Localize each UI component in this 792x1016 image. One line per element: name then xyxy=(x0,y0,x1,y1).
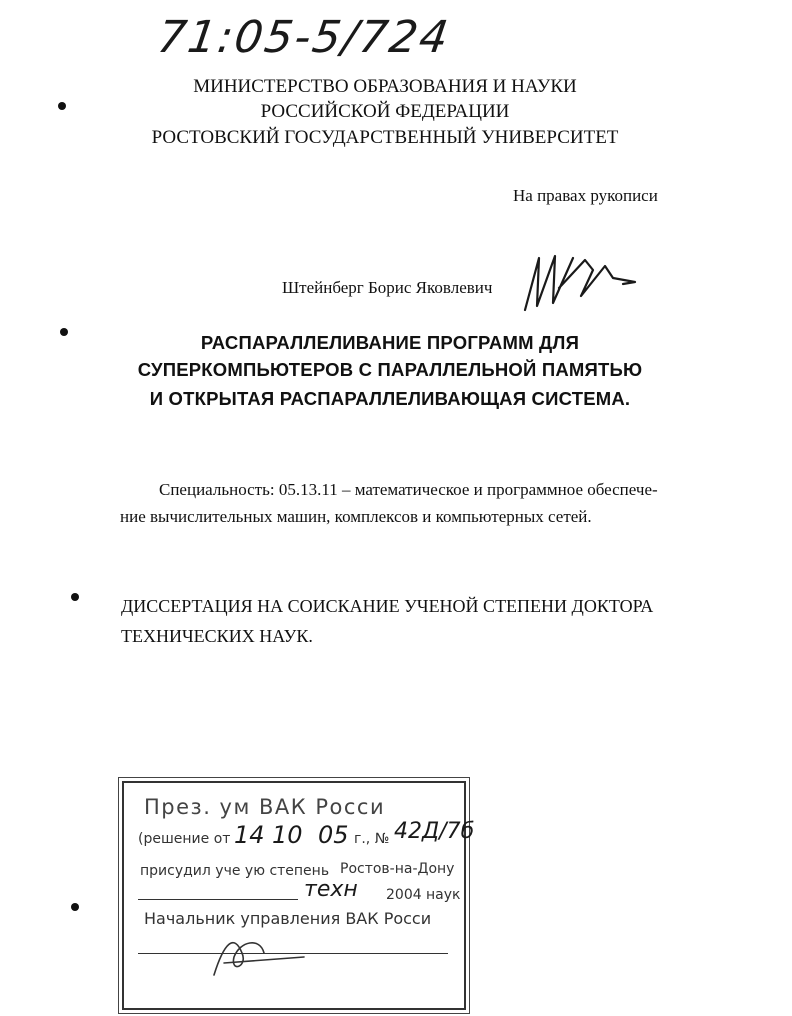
binder-mark xyxy=(71,593,79,601)
binder-mark xyxy=(60,328,68,336)
rights-note: На правах рукописи xyxy=(513,186,658,205)
university-name: РОСТОВСКИЙ ГОСУДАРСТВЕННЫЙ УНИВЕРСИТЕТ xyxy=(151,127,619,148)
stamp-city: Ростов-на-Дону xyxy=(340,861,455,877)
stamp-date-day: 14 xyxy=(234,821,265,849)
author-name: Штейнберг Борис Яковлевич xyxy=(282,278,493,297)
vak-stamp xyxy=(122,781,475,1010)
stamp-number-label: г., № xyxy=(354,831,390,847)
author-signature xyxy=(515,248,655,323)
stamp-date-month: 10 xyxy=(272,821,303,849)
stamp-degree-hand: техн xyxy=(304,877,358,902)
stamp-nauk: наук xyxy=(426,887,461,903)
stamp-awarded: присудил уче ую степень xyxy=(140,863,330,879)
stamp-year: 2004 xyxy=(386,887,422,903)
specialty-line-1: Специальность: 05.13.11 – математическое и программное обеспече- xyxy=(159,480,658,499)
stamp-line-1: През. ум ВАК Росси xyxy=(144,795,386,819)
specialty-line-2: ние вычислительных машин, комплексов и компьютерных сетей. xyxy=(120,507,592,526)
ministry-line-1: МИНИСТЕРСТВО ОБРАЗОВАНИЯ И НАУКИ xyxy=(193,76,577,97)
stamp-signature-line xyxy=(138,953,448,954)
binder-mark xyxy=(71,903,79,911)
stamp-blank-line xyxy=(138,899,298,900)
binder-mark xyxy=(58,102,66,110)
archive-number: 71:05-5/724 xyxy=(154,12,454,63)
degree-line-2: ТЕХНИЧЕСКИХ НАУК. xyxy=(121,626,313,646)
ministry-line-2: РОССИЙСКОЙ ФЕДЕРАЦИИ xyxy=(260,101,510,122)
dissertation-title-line-1: РАСПАРАЛЛЕЛИВАНИЕ ПРОГРАММ ДЛЯ xyxy=(200,332,580,353)
stamp-date-year: 05 xyxy=(318,821,349,849)
dissertation-title-line-2: СУПЕРКОМПЬЮТЕРОВ С ПАРАЛЛЕЛЬНОЙ ПАМЯТЬЮ xyxy=(137,359,643,380)
stamp-number: 42Д/7б xyxy=(394,819,475,844)
dissertation-title-line-3: И ОТКРЫТАЯ РАСПАРАЛЛЕЛИВАЮЩАЯ СИСТЕМА. xyxy=(149,388,631,409)
stamp-decision-prefix: (решение от xyxy=(138,831,231,847)
stamp-chief: Начальник управления ВАК Росси xyxy=(144,909,432,928)
degree-line-1: ДИССЕРТАЦИЯ НА СОИСКАНИЕ УЧЕНОЙ СТЕПЕНИ ДОКТОРА xyxy=(121,596,654,616)
